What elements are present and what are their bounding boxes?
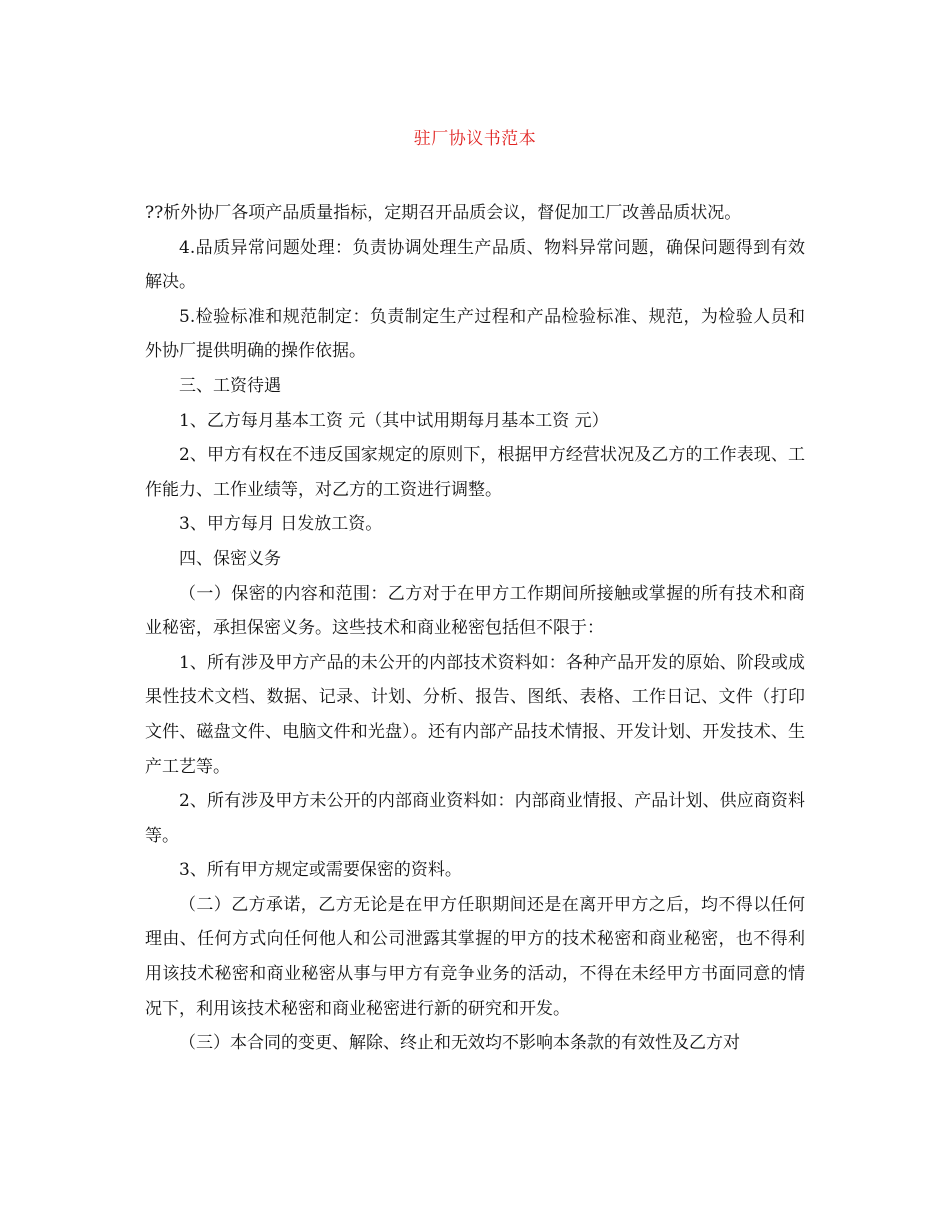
paragraph: 3、甲方每月 日发放工资。	[179, 514, 383, 535]
paragraph: 3、所有甲方规定或需要保密的资料。	[179, 860, 462, 881]
paragraph: （二）乙方承诺，乙方无论是在甲方任职期间还是在离开甲方之后，均不得以任何理由、任何方式向任何他人和公司泄露其掌握的甲方的技术秘密和商业秘密，也不得利用该技术秘密和商业秘密从事与甲方有竞争业务的活动，不得在未经甲方书面同意的情况下，利用该技术秘密和商业秘密进行新的研究和开发。	[145, 894, 805, 1019]
paragraph: 三、工资待遇	[179, 375, 281, 396]
paragraph: 5.检验标准和规范制定：负责制定生产过程和产品检验标准、规范，为检验人员和外协厂提供明确的操作依据。	[145, 306, 805, 362]
paragraph: 2、甲方有权在不违反国家规定的原则下，根据甲方经营状况及乙方的工作表现、工作能力、工作业绩等，对乙方的工资进行调整。	[145, 445, 805, 500]
paragraph: ??析外协厂各项产品质量指标，定期召开品质会议，督促加工厂改善品质状况。	[145, 203, 742, 223]
document-title: 驻厂协议书范本	[413, 129, 537, 149]
paragraph: 1、所有涉及甲方产品的未公开的内部技术资料如：各种产品开发的原始、阶段或成果性技术文档、数据、记录、计划、分析、报告、图纸、表格、工作日记、文件（打印文件、磁盘文件、电脑文件和光盘）。还有内部产品技术情报、开发计划、开发技术、生产工艺等。	[145, 652, 805, 777]
paragraph: 1、乙方每月基本工资 元（其中试用期每月基本工资 元）	[179, 410, 609, 431]
paragraph: 4.品质异常问题处理：负责协调处理生产品质、物料异常问题，确保问题得到有效解决。	[145, 237, 805, 293]
paragraph: （一）保密的内容和范围：乙方对于在甲方工作期间所接触或掌握的所有技术和商业秘密，承担保密义务。这些技术和商业秘密包括但不限于：	[145, 583, 805, 639]
paragraph: 四、保密义务	[179, 548, 281, 569]
paragraph: （三）本合同的变更、解除、终止和无效均不影响本条款的有效性及乙方对	[179, 1033, 740, 1054]
document-body	[145, 196, 805, 1061]
paragraph: 2、所有涉及甲方未公开的内部商业资料如：内部商业情报、产品计划、供应商资料等。	[145, 791, 805, 846]
